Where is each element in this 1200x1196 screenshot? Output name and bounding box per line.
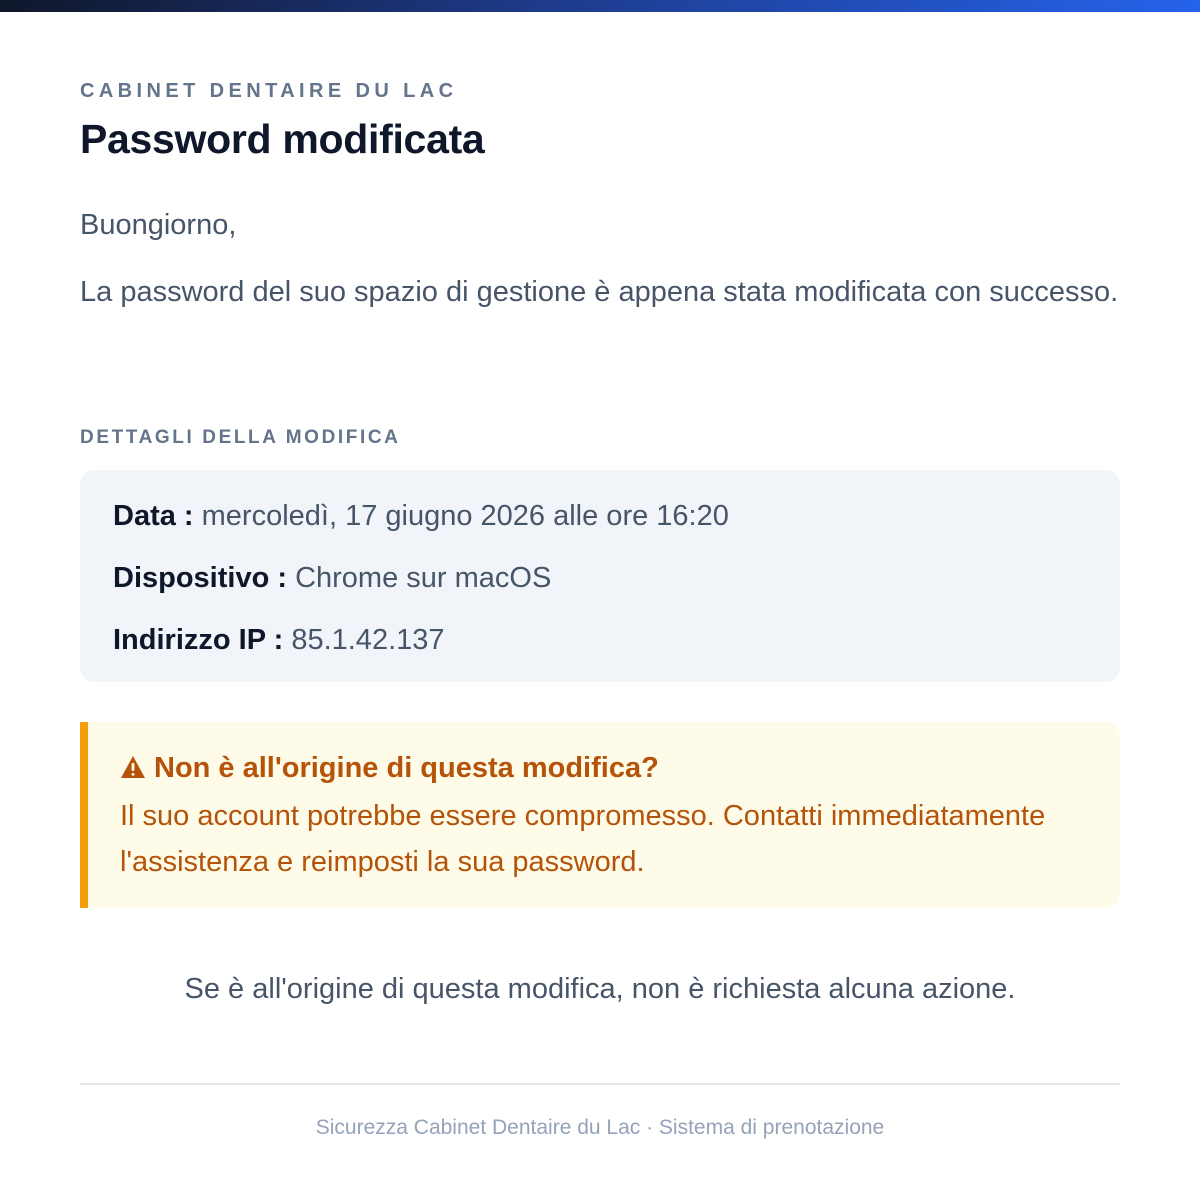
details-box	[80, 470, 1120, 682]
brand-name: CABINET DENTAIRE DU LAC	[80, 80, 458, 102]
detail-row-date	[113, 498, 729, 534]
warning-title-text: Non è all'origine di questa modifica?	[154, 752, 659, 784]
detail-label: Indirizzo IP :	[113, 624, 284, 656]
detail-row-ip	[113, 622, 445, 658]
footer-text: Sicurezza Cabinet Dentaire du Lac · Sistema di prenotazione	[315, 1116, 885, 1139]
detail-label: Dispositivo :	[113, 562, 288, 594]
footer-divider	[80, 1083, 1120, 1085]
warning-text: Il suo account potrebbe essere compromesso. Contatti immediatamente l'assistenza e reimposti la sua password.	[120, 800, 1046, 878]
detail-label: Data :	[113, 500, 194, 532]
detail-row-device	[113, 560, 551, 596]
warning-triangle-icon	[120, 752, 146, 776]
page-title: Password modificata	[80, 116, 485, 162]
no-action-note: Se è all'origine di questa modifica, non è richiesta alcuna azione.	[184, 973, 1016, 1005]
greeting-text: Buongiorno,	[80, 209, 237, 241]
intro-text: La password del suo spazio di gestione è appena stata modificata con successo.	[80, 276, 1119, 308]
warning-title	[120, 750, 659, 786]
warning-box	[80, 722, 1120, 908]
detail-value: 85.1.42.137	[291, 624, 445, 656]
top-accent-bar	[0, 0, 1200, 12]
detail-value: Chrome sur macOS	[295, 562, 552, 594]
details-section-label: DETTAGLI DELLA MODIFICA	[80, 427, 401, 448]
detail-value: mercoledì, 17 giugno 2026 alle ore 16:20	[201, 500, 729, 532]
